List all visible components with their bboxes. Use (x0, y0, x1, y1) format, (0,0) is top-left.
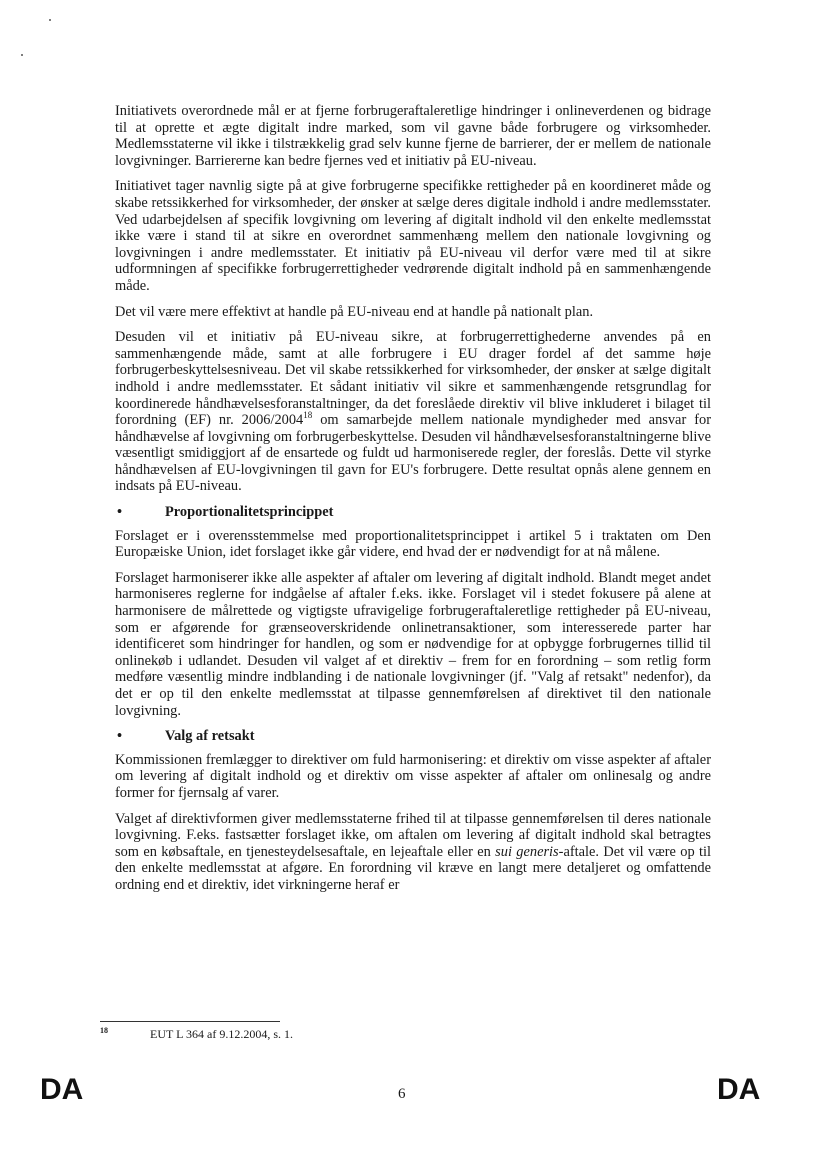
heading-text: Proportionalitetsprincippet (165, 504, 334, 521)
text-run: -aftale. Det vil være op til den enkelte medlemsstat at afgøre. En forordning vil kræve en langt mere detaljeret og omfattende ordning end et direktiv, idet virkningerne heraf er (115, 843, 711, 893)
footnote-reference[interactable]: 18 (303, 410, 313, 421)
text-run: om samarbejde mellem nationale myndigheder med ansvar for håndhævelse af lovgivning om forbrugerbeskyttelse. Desuden vil håndhævelsesforanstaltningerne blive væsentligt smidiggjort af de ensartede og fuldt ud harmoniserede regler, der foreslås. Dette vil styrke håndhævelsen af EU-lovgivningen til gavn for EU's forbrugere. Dette resultat opnås alene gennem en indsats på EU-niveau. (115, 412, 712, 495)
language-code-left: DA (40, 1073, 84, 1106)
text-run: Desuden vil et initiativ på EU-niveau sikre, at forbrugerrettighederne anvendes på en sammenhængende måde, samt at alle forbrugere i EU drager fordel af det samme høje forbrugerbeskyttelsesniveau. Det vil skabe retssikkerhed for virksomheder, der ønsker at sælge digitalt indhold i andre medlemsstater. Et sådant initiativ vil sikre et sammenhængende retsgrundlag for koordinerede håndhævelsesforanstaltninger, da det foreslåede direktiv vil blive inkluderet i bilaget til forordning (EF) nr. 2006/2004 (115, 329, 711, 429)
footnote-number: 18 (100, 1026, 108, 1035)
paragraph: Forslaget er i overensstemmelse med proportionalitetsprincippet i artikel 5 i traktaten om Den Europæiske Union, idet forslaget ikke går videre, end hvad der er nødvendigt for at nå målene. (115, 527, 711, 561)
language-code-right: DA (717, 1073, 761, 1106)
paragraph: Forslaget harmoniserer ikke alle aspekter af aftaler om levering af digitalt indhold. Blandt meget andet harmoniseres reglerne for indgåelse af aftaler f.eks. ikke. Forslaget vil i stedet fokusere på alene at harmonisere de målrettede og vigtigste ufravigelige forbrugeraftaleretlige rettigheder på EU-niveau, som er afgørende for grænseoverskridende onlinetransaktioner, som interesserede parter har identificeret som hindringer for handlen, og som er nødvendige for at opbygge forbrugernes tillid til onlinekøb i udlandet. Desuden vil valget af et direktiv – frem for en forordning – som retlig form medføre væsentlig mindre indblanding i de nationale lovgivninger (jf. "Valg af retsakt" nedenfor), da det er op til den enkelte medlemsstat at tilpasse gennemførelsen af direktivet til den nationale lovgivning. (115, 569, 711, 719)
paragraph: Initiativet tager navnlig sigte på at give forbrugerne specifikke rettigheder på en koordineret måde og skabe retssikkerhed for virksomheder, der ønsker at sælge deres digitale indhold i andre medlemsstater. Ved udarbejdelsen af specifik lovgivning om levering af digitalt indhold vil den enkelte medlemsstat ikke være i stand til at sikre en overordnet sammenhæng mellem den nationale lovgivning og lovgivningen i andre medlemsstater. Et initiativ på EU-niveau vil derfor være med til at sikre udformningen af specifikke forbrugerrettigheder vedrørende digitalt indhold på en sammenhængende måde. (115, 178, 711, 294)
section-heading-choice-of-instrument (115, 728, 711, 745)
body-text (115, 103, 711, 903)
paragraph: Initiativets overordnede mål er at fjerne forbrugeraftaleretlige hindringer i onlineverdenen og bidrage til at oprette et ægte digitalt indre marked, som vil gavne både forbrugere og virksomheder. Medlemsstaterne vil ikke i tilstrækkelig grad selv kunne fjerne de barrierer, der er mellem de nationale lovgivninger. Barriererne kan bedre fjernes ved et initiativ på EU-niveau. (115, 103, 711, 169)
page-number: 6 (398, 1086, 406, 1102)
scan-speck (21, 54, 23, 56)
text-run: Valget af direktivformen giver medlemsstaterne frihed til at tilpasse gennemførelsen til deres nationale lovgivning. F.eks. fastsætter forslaget ikke, om aftalen om levering af digitalt indhold skal betragtes som en købsaftale, en tjenesteydelsesaftale, en lejeaftale eller en (115, 810, 711, 860)
paragraph-with-footnote-ref (115, 329, 711, 495)
paragraph: Det vil være mere effektivt at handle på EU-niveau end at handle på nationalt plan. (115, 303, 594, 320)
footnote-separator (100, 1021, 280, 1022)
italic-term: sui generis (495, 843, 559, 860)
section-heading-proportionality (115, 504, 711, 521)
heading-text: Valg af retsakt (165, 728, 255, 745)
scan-speck (49, 19, 51, 21)
bullet-icon: • (117, 728, 123, 745)
paragraph (115, 811, 711, 894)
bullet-icon: • (117, 504, 123, 521)
footnote-text: EUT L 364 af 9.12.2004, s. 1. (150, 1027, 293, 1041)
paragraph: Kommissionen fremlægger to direktiver om fuld harmonisering: et direktiv om visse aspekter af aftaler om levering af digitalt indhold og et direktiv om visse aspekter af aftaler om onlinesalg og andre former for fjernsalg af varer. (115, 751, 711, 801)
